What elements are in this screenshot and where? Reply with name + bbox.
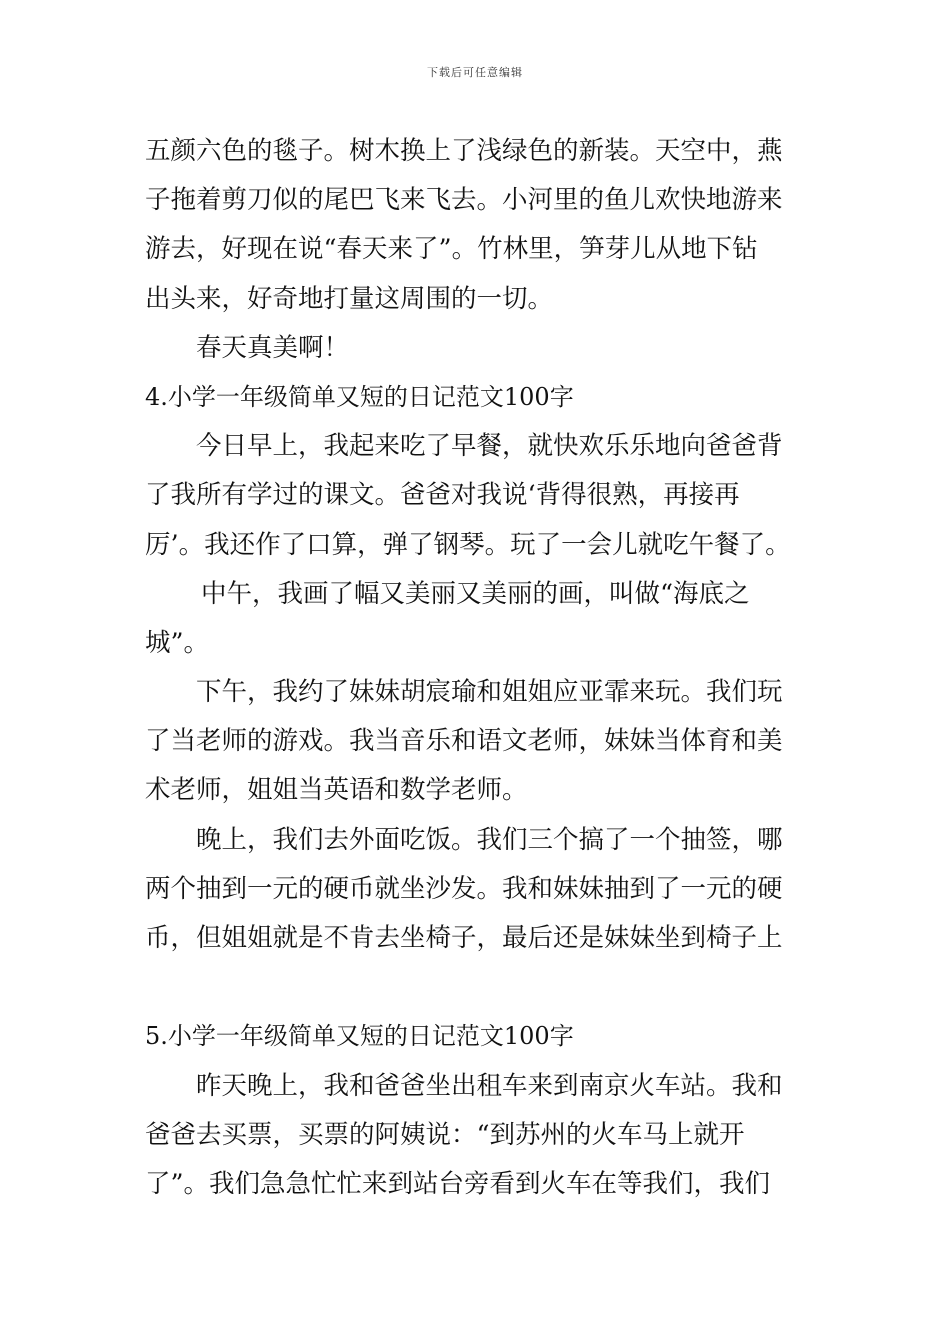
text-line: 子拖着剪刀似的尾巴飞来飞去。小河里的鱼儿欢快地游来 bbox=[145, 185, 783, 216]
text-line: 昨天晚上，我和爸爸坐出租车来到南京火车站。我和 bbox=[196, 1070, 783, 1101]
text-line: 厉’。我还作了口算，弹了钢琴。玩了一会儿就吃午餐了。 bbox=[145, 529, 791, 560]
section-heading-4: 4.小学一年级简单又短的日记范文100字 bbox=[145, 382, 574, 411]
text-line: 中午，我画了幅又美丽又美丽的画，叫做“海底之 bbox=[201, 578, 750, 609]
text-line: 今日早上，我起来吃了早餐，就快欢乐乐地向爸爸背 bbox=[196, 431, 783, 462]
text-line: 城”。 bbox=[145, 627, 210, 658]
page-header: 下载后可任意编辑 bbox=[427, 66, 523, 79]
text-line: 游去，好现在说“春天来了”。竹林里，笋芽儿从地下钻 bbox=[145, 234, 758, 265]
text-line: 币，但姐姐就是不肯去坐椅子，最后还是妹妹坐到椅子上 bbox=[145, 923, 783, 953]
text-line: 术老师，姐姐当英语和数学老师。 bbox=[145, 775, 528, 806]
text-line: 五颜六色的毯子。树木换上了浅绿色的新装。天空中，燕 bbox=[145, 136, 783, 166]
text-line: 了当老师的游戏。我当音乐和语文老师，妹妹当体育和美 bbox=[145, 726, 783, 757]
text-line: 下午，我约了妹妹胡宸瑜和姐姐应亚霏来玩。我们玩 bbox=[196, 677, 783, 708]
text-line: 了”。我们急急忙忙来到站台旁看到火车在等我们，我们 bbox=[145, 1168, 771, 1199]
document-body bbox=[145, 127, 807, 1209]
text-line: 春天真美啊！ bbox=[196, 332, 350, 363]
text-line: 晚上，我们去外面吃饭。我们三个搞了一个抽签，哪 bbox=[196, 824, 783, 855]
text-line: 两个抽到一元的硬币就坐沙发。我和妹妹抽到了一元的硬 bbox=[145, 873, 783, 904]
blank-line bbox=[145, 963, 807, 1012]
section-heading-5: 5.小学一年级简单又短的日记范文100字 bbox=[145, 1022, 574, 1051]
text-line: 出头来，好奇地打量这周围的一切。 bbox=[145, 283, 554, 314]
text-line: 了我所有学过的课文。爸爸对我说‘背得很熟，再接再 bbox=[145, 480, 740, 511]
text-line: 爸爸去买票，买票的阿姨说：“到苏州的火车马上就开 bbox=[145, 1119, 745, 1150]
